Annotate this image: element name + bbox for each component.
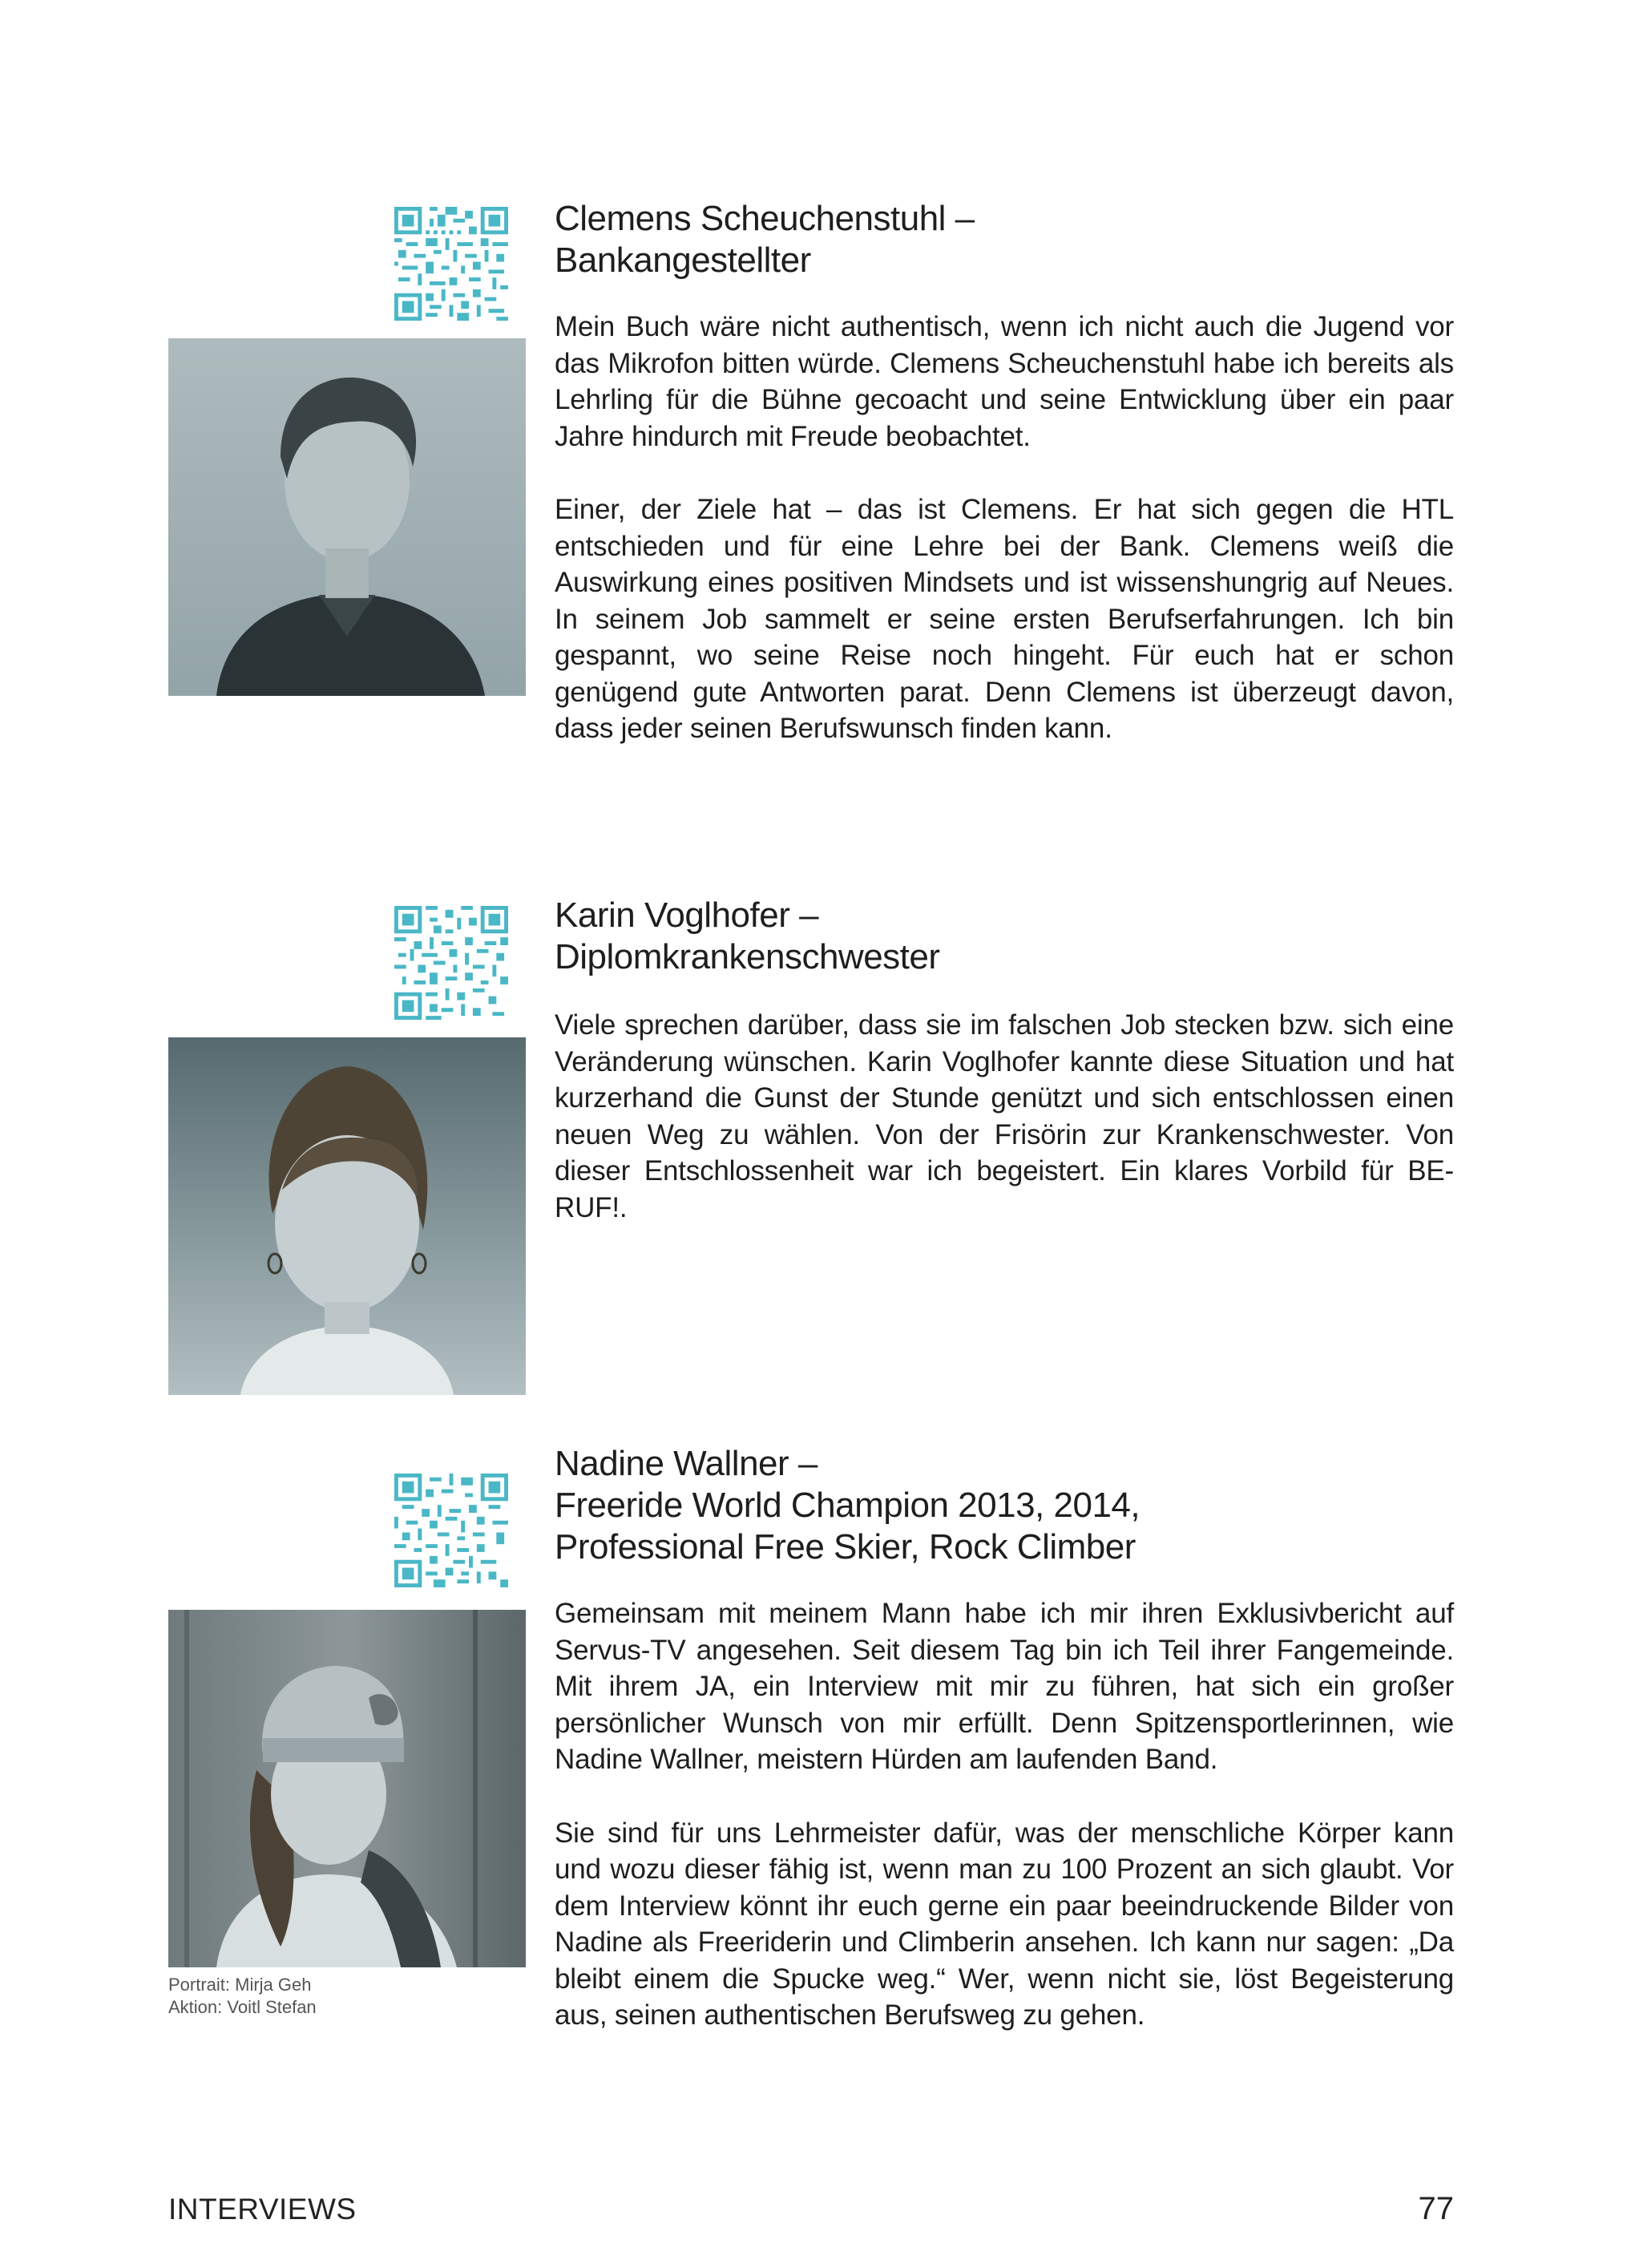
page-number: 77 (1418, 2191, 1454, 2226)
paragraph: Mein Buch wäre nicht authentisch, wenn ich nicht auch die Jugend vor das Mikrofon bitten würde. Clemens Scheuchenstuhl habe ich bereits als Lehrling für die Bühne gecoacht und seine Entwicklung über ein paar Jahre hindurch mit Freude beobachtet. (555, 311, 1454, 452)
qr-code-nadine[interactable] (394, 1474, 508, 1587)
portrait-image (168, 338, 526, 696)
qr-code-icon (394, 906, 508, 1020)
heading-line: Professional Free Skier, Rock Climber (555, 1527, 1136, 1567)
interview-heading-karin (555, 895, 940, 978)
interview-heading-clemens (555, 198, 975, 281)
photo-credit-line: Aktion: Voitl Stefan (168, 1997, 317, 2017)
heading-line: Nadine Wallner – (555, 1444, 818, 1483)
portrait-image (168, 1037, 526, 1395)
interview-text-nadine (555, 1595, 1454, 2034)
interview-text-clemens (555, 309, 1454, 747)
qr-code-karin[interactable] (394, 906, 508, 1020)
portrait-karin-voglhofer (168, 1037, 526, 1395)
qr-code-icon (394, 1474, 508, 1587)
photo-credit (168, 1974, 317, 2019)
paragraph: Viele sprechen darüber, dass sie im falschen Job stecken bzw. sich eine Veränderung wünschen. Karin Voglhofer kannte diese Situation und hat kurzerhand die Gunst der Stunde genützt und sich entschlossen einen neuen Weg zu wählen. Von der Frisörin zur Krankenschwester. Von dieser Entschlossenheit war ich begeistert. Ein klares Vorbild für BE-RUF!. (555, 1009, 1454, 1223)
portrait-image (168, 1610, 526, 1967)
interview-text-karin (555, 1007, 1454, 1226)
footer-section-label: INTERVIEWS (168, 2193, 357, 2226)
portrait-clemens-scheuchenstuhl (168, 338, 526, 696)
heading-line: Karin Voglhofer – (555, 895, 819, 935)
paragraph: Sie sind für uns Lehrmeister dafür, was der menschliche Körper kann und wozu dieser fähig ist, wenn man zu 100 Prozent an sich glaubt. Vor dem Interview könnt ihr euch gerne ein paar beeindruckende Bilder von Nadine als Freeriderin und Climberin ansehen. Ich kann nur sagen: „Da bleibt einem die Spucke weg.“ Wer, wenn nicht sie, löst Begeisterung aus, seinen authentischen Berufsweg zu gehen. (555, 1817, 1454, 2031)
photo-credit-line: Portrait: Mirja Geh (168, 1975, 312, 1995)
paragraph: Gemeinsam mit meinem Mann habe ich mir ihren Exklusivbericht auf Servus-TV angesehen. Seit diesem Tag bin ich Teil ihrer Fangemeinde. Mit ihrem JA, ein Interview mit mir zu führen, hat sich ein großer persönlicher Wunsch von mir erfüllt. Denn Spitzensportlerinnen, wie Nadine Wallner, meistern Hürden am laufenden Band. (555, 1598, 1454, 1775)
interview-heading-nadine (555, 1443, 1140, 1568)
qr-code-clemens[interactable] (394, 207, 508, 321)
qr-code-icon (394, 207, 508, 321)
heading-line: Bankangestellter (555, 241, 811, 280)
heading-line: Clemens Scheuchenstuhl – (555, 199, 975, 238)
heading-line: Freeride World Champion 2013, 2014, (555, 1486, 1141, 1525)
portrait-nadine-wallner (168, 1610, 526, 1967)
paragraph: Einer, der Ziele hat – das ist Clemens. Er hat sich gegen die HTL entschieden und für eine Lehre bei der Bank. Clemens weiß die Auswirkung eines positiven Mindsets und ist wissenshungrig auf Neues. In seinem Job sammelt er seine ersten Berufserfahrungen. Ich bin gespannt, wo seine Reise noch hingeht. Für euch hat er schon genügend gute Antworten parat. Denn Clemens ist überzeugt davon, dass jeder seinen Berufswunsch finden kann. (555, 494, 1454, 744)
heading-line: Diplomkrankenschwester (555, 937, 940, 976)
